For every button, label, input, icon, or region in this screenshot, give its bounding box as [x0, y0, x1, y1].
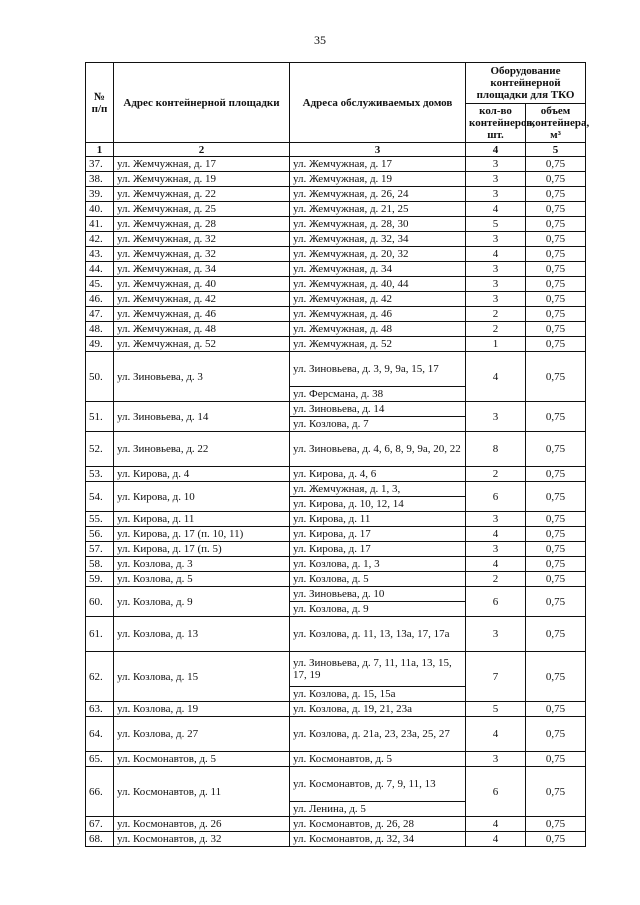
- table-row: [86, 292, 586, 307]
- site-address-cell: ул. Зиновьева, д. 3: [114, 352, 290, 402]
- header-index-2: 2: [114, 143, 290, 157]
- served-address-cell: ул. Жемчужная, д. 20, 32: [290, 247, 466, 262]
- site-address-cell: ул. Жемчужная, д. 46: [114, 307, 290, 322]
- table-row: [86, 202, 586, 217]
- container-count-cell: 2: [466, 322, 526, 337]
- row-number: 47.: [86, 307, 114, 322]
- site-address-cell: ул. Козлова, д. 9: [114, 587, 290, 617]
- container-count-cell: 4: [466, 832, 526, 847]
- row-number: 56.: [86, 527, 114, 542]
- container-sites-table: [85, 62, 590, 847]
- container-count-cell: 3: [466, 157, 526, 172]
- served-address-cell: ул. Зиновьева, д. 14: [290, 402, 466, 417]
- row-number: 51.: [86, 402, 114, 432]
- container-volume-cell: 0,75: [526, 752, 586, 767]
- container-count-cell: 4: [466, 717, 526, 752]
- header-equipment: Оборудование контейнерной площадки для ТКО: [466, 63, 586, 104]
- container-count-cell: 3: [466, 512, 526, 527]
- site-address-cell: ул. Кирова, д. 17 (п. 5): [114, 542, 290, 557]
- row-number: 39.: [86, 187, 114, 202]
- served-address-cell: ул. Жемчужная, д. 1, 3,: [290, 482, 466, 497]
- site-address-cell: ул. Жемчужная, д. 17: [114, 157, 290, 172]
- container-count-cell: 3: [466, 232, 526, 247]
- container-volume-cell: 0,75: [526, 617, 586, 652]
- served-address-cell: ул. Козлова, д. 15, 15а: [290, 687, 466, 702]
- served-address-cell: ул. Козлова, д. 1, 3: [290, 557, 466, 572]
- served-address-cell: ул. Зиновьева, д. 7, 11, 11а, 13, 15, 17, 19: [290, 652, 466, 687]
- table-row: [86, 217, 586, 232]
- site-address-cell: ул. Космонавтов, д. 11: [114, 767, 290, 817]
- container-volume-cell: 0,75: [526, 482, 586, 512]
- row-number: 42.: [86, 232, 114, 247]
- container-count-cell: 2: [466, 572, 526, 587]
- site-address-cell: ул. Жемчужная, д. 48: [114, 322, 290, 337]
- table-row: [86, 262, 586, 277]
- site-address-cell: ул. Козлова, д. 3: [114, 557, 290, 572]
- container-volume-cell: 0,75: [526, 352, 586, 402]
- container-volume-cell: 0,75: [526, 232, 586, 247]
- site-address-cell: ул. Зиновьева, д. 22: [114, 432, 290, 467]
- container-count-cell: 3: [466, 262, 526, 277]
- site-address-cell: ул. Жемчужная, д. 34: [114, 262, 290, 277]
- table-row: [86, 817, 586, 832]
- row-number: 44.: [86, 262, 114, 277]
- served-address-cell: ул. Жемчужная, д. 52: [290, 337, 466, 352]
- container-count-cell: 2: [466, 307, 526, 322]
- container-volume-cell: 0,75: [526, 572, 586, 587]
- served-address-cell: ул. Жемчужная, д. 46: [290, 307, 466, 322]
- container-volume-cell: 0,75: [526, 277, 586, 292]
- table-row: [86, 307, 586, 322]
- header-index-1: 1: [86, 143, 114, 157]
- row-number: 59.: [86, 572, 114, 587]
- row-number: 49.: [86, 337, 114, 352]
- row-number: 48.: [86, 322, 114, 337]
- site-address-cell: ул. Жемчужная, д. 32: [114, 247, 290, 262]
- site-address-cell: ул. Жемчужная, д. 25: [114, 202, 290, 217]
- container-volume-cell: 0,75: [526, 247, 586, 262]
- container-count-cell: 5: [466, 217, 526, 232]
- row-number: 57.: [86, 542, 114, 557]
- table-row: [86, 557, 586, 572]
- served-address-cell: ул. Жемчужная, д. 26, 24: [290, 187, 466, 202]
- container-volume-cell: 0,75: [526, 432, 586, 467]
- table-row: [86, 512, 586, 527]
- site-address-cell: ул. Космонавтов, д. 26: [114, 817, 290, 832]
- container-volume-cell: 0,75: [526, 292, 586, 307]
- row-number: 68.: [86, 832, 114, 847]
- row-number: 53.: [86, 467, 114, 482]
- container-volume-cell: 0,75: [526, 702, 586, 717]
- served-address-cell: ул. Жемчужная, д. 19: [290, 172, 466, 187]
- table-row: [86, 187, 586, 202]
- served-address-cell: ул. Жемчужная, д. 17: [290, 157, 466, 172]
- header-index-5: 5: [526, 143, 586, 157]
- table-row: [86, 702, 586, 717]
- container-count-cell: 6: [466, 767, 526, 817]
- served-address-cell: ул. Козлова, д. 11, 13, 13а, 17, 17а: [290, 617, 466, 652]
- row-number: 54.: [86, 482, 114, 512]
- container-count-cell: 7: [466, 652, 526, 702]
- site-address-cell: ул. Кирова, д. 11: [114, 512, 290, 527]
- container-count-cell: 4: [466, 352, 526, 402]
- site-address-cell: ул. Космонавтов, д. 5: [114, 752, 290, 767]
- served-address-cell: ул. Жемчужная, д. 40, 44: [290, 277, 466, 292]
- row-number: 63.: [86, 702, 114, 717]
- served-address-cell: ул. Космонавтов, д. 32, 34: [290, 832, 466, 847]
- header-site-address: Адрес контейнерной площадки: [114, 63, 290, 143]
- site-address-cell: ул. Кирова, д. 10: [114, 482, 290, 512]
- row-number: 65.: [86, 752, 114, 767]
- row-number: 45.: [86, 277, 114, 292]
- served-address-cell: ул. Зиновьева, д. 10: [290, 587, 466, 602]
- table-row: [86, 402, 586, 417]
- table-row: [86, 247, 586, 262]
- row-number: 58.: [86, 557, 114, 572]
- site-address-cell: ул. Козлова, д. 15: [114, 652, 290, 702]
- served-address-cell: ул. Ленина, д. 5: [290, 802, 466, 817]
- table-row: [86, 352, 586, 387]
- served-address-cell: ул. Кирова, д. 4, 6: [290, 467, 466, 482]
- container-volume-cell: 0,75: [526, 817, 586, 832]
- served-address-cell: ул. Космонавтов, д. 7, 9, 11, 13: [290, 767, 466, 802]
- row-number: 37.: [86, 157, 114, 172]
- table-row: [86, 617, 586, 652]
- table-row: [86, 527, 586, 542]
- table-row: [86, 337, 586, 352]
- site-address-cell: ул. Жемчужная, д. 22: [114, 187, 290, 202]
- row-number: 60.: [86, 587, 114, 617]
- container-count-cell: 4: [466, 817, 526, 832]
- site-address-cell: ул. Кирова, д. 4: [114, 467, 290, 482]
- served-address-cell: ул. Кирова, д. 17: [290, 527, 466, 542]
- row-number: 66.: [86, 767, 114, 817]
- site-address-cell: ул. Жемчужная, д. 42: [114, 292, 290, 307]
- row-number: 61.: [86, 617, 114, 652]
- container-count-cell: 6: [466, 482, 526, 512]
- container-count-cell: 8: [466, 432, 526, 467]
- row-number: 43.: [86, 247, 114, 262]
- served-address-cell: ул. Ферсмана, д. 38: [290, 387, 466, 402]
- served-address-cell: ул. Кирова, д. 17: [290, 542, 466, 557]
- container-volume-cell: 0,75: [526, 717, 586, 752]
- container-volume-cell: 0,75: [526, 337, 586, 352]
- served-address-cell: ул. Зиновьева, д. 3, 9, 9а, 15, 17: [290, 352, 466, 387]
- table-row: [86, 157, 586, 172]
- header-index-3: 3: [290, 143, 466, 157]
- container-volume-cell: 0,75: [526, 402, 586, 432]
- container-count-cell: 3: [466, 277, 526, 292]
- container-volume-cell: 0,75: [526, 652, 586, 702]
- container-count-cell: 3: [466, 542, 526, 557]
- site-address-cell: ул. Козлова, д. 27: [114, 717, 290, 752]
- served-address-cell: ул. Жемчужная, д. 21, 25: [290, 202, 466, 217]
- site-address-cell: ул. Жемчужная, д. 32: [114, 232, 290, 247]
- row-number: 41.: [86, 217, 114, 232]
- table-row: [86, 717, 586, 752]
- table-row: [86, 572, 586, 587]
- container-count-cell: 3: [466, 187, 526, 202]
- container-volume-cell: 0,75: [526, 262, 586, 277]
- table-row: [86, 542, 586, 557]
- container-count-cell: 6: [466, 587, 526, 617]
- served-address-cell: ул. Козлова, д. 19, 21, 23а: [290, 702, 466, 717]
- served-address-cell: ул. Зиновьева, д. 4, 6, 8, 9, 9а, 20, 22: [290, 432, 466, 467]
- header-served-addresses: Адреса обслуживаемых домов: [290, 63, 466, 143]
- table-row: [86, 172, 586, 187]
- site-address-cell: ул. Зиновьева, д. 14: [114, 402, 290, 432]
- container-count-cell: 4: [466, 247, 526, 262]
- site-address-cell: ул. Жемчужная, д. 52: [114, 337, 290, 352]
- container-volume-cell: 0,75: [526, 767, 586, 817]
- table-row: [86, 232, 586, 247]
- site-address-cell: ул. Жемчужная, д. 28: [114, 217, 290, 232]
- container-volume-cell: 0,75: [526, 527, 586, 542]
- container-volume-cell: 0,75: [526, 217, 586, 232]
- header-index-4: 4: [466, 143, 526, 157]
- row-number: 50.: [86, 352, 114, 402]
- row-number: 52.: [86, 432, 114, 467]
- served-address-cell: ул. Жемчужная, д. 32, 34: [290, 232, 466, 247]
- container-volume-cell: 0,75: [526, 587, 586, 617]
- table-row: [86, 752, 586, 767]
- container-volume-cell: 0,75: [526, 307, 586, 322]
- container-volume-cell: 0,75: [526, 512, 586, 527]
- row-number: 55.: [86, 512, 114, 527]
- table-row: [86, 587, 586, 602]
- header-volume: объем контейнера, м³: [526, 104, 586, 143]
- container-volume-cell: 0,75: [526, 542, 586, 557]
- row-number: 67.: [86, 817, 114, 832]
- table-row: [86, 432, 586, 467]
- site-address-cell: ул. Космонавтов, д. 32: [114, 832, 290, 847]
- site-address-cell: ул. Кирова, д. 17 (п. 10, 11): [114, 527, 290, 542]
- header-num: № п/п: [86, 63, 114, 143]
- container-volume-cell: 0,75: [526, 557, 586, 572]
- page-number: 35: [314, 33, 326, 47]
- table-row: [86, 467, 586, 482]
- served-address-cell: ул. Космонавтов, д. 5: [290, 752, 466, 767]
- row-number: 46.: [86, 292, 114, 307]
- served-address-cell: ул. Козлова, д. 9: [290, 602, 466, 617]
- table-row: [86, 322, 586, 337]
- container-count-cell: 2: [466, 467, 526, 482]
- served-address-cell: ул. Козлова, д. 21а, 23, 23а, 25, 27: [290, 717, 466, 752]
- container-volume-cell: 0,75: [526, 172, 586, 187]
- row-number: 64.: [86, 717, 114, 752]
- container-count-cell: 4: [466, 557, 526, 572]
- container-count-cell: 3: [466, 172, 526, 187]
- table-body: [86, 157, 586, 847]
- container-count-cell: 3: [466, 292, 526, 307]
- served-address-cell: ул. Козлова, д. 5: [290, 572, 466, 587]
- row-number: 40.: [86, 202, 114, 217]
- header-count: кол-во контейнеров, шт.: [466, 104, 526, 143]
- container-count-cell: 4: [466, 202, 526, 217]
- table-row: [86, 482, 586, 497]
- site-address-cell: ул. Козлова, д. 13: [114, 617, 290, 652]
- container-count-cell: 4: [466, 527, 526, 542]
- table-row: [86, 277, 586, 292]
- site-address-cell: ул. Козлова, д. 5: [114, 572, 290, 587]
- container-volume-cell: 0,75: [526, 832, 586, 847]
- container-volume-cell: 0,75: [526, 202, 586, 217]
- row-number: 62.: [86, 652, 114, 702]
- container-count-cell: 3: [466, 752, 526, 767]
- served-address-cell: ул. Кирова, д. 10, 12, 14: [290, 497, 466, 512]
- served-address-cell: ул. Жемчужная, д. 34: [290, 262, 466, 277]
- served-address-cell: ул. Жемчужная, д. 42: [290, 292, 466, 307]
- container-volume-cell: 0,75: [526, 467, 586, 482]
- table-row: [86, 652, 586, 687]
- served-address-cell: ул. Жемчужная, д. 48: [290, 322, 466, 337]
- served-address-cell: ул. Жемчужная, д. 28, 30: [290, 217, 466, 232]
- container-volume-cell: 0,75: [526, 322, 586, 337]
- row-number: 38.: [86, 172, 114, 187]
- container-volume-cell: 0,75: [526, 157, 586, 172]
- table-row: [86, 832, 586, 847]
- served-address-cell: ул. Кирова, д. 11: [290, 512, 466, 527]
- site-address-cell: ул. Жемчужная, д. 19: [114, 172, 290, 187]
- container-count-cell: 3: [466, 402, 526, 432]
- table-row: [86, 767, 586, 802]
- site-address-cell: ул. Козлова, д. 19: [114, 702, 290, 717]
- container-count-cell: 1: [466, 337, 526, 352]
- container-volume-cell: 0,75: [526, 187, 586, 202]
- served-address-cell: ул. Космонавтов, д. 26, 28: [290, 817, 466, 832]
- container-count-cell: 5: [466, 702, 526, 717]
- container-count-cell: 3: [466, 617, 526, 652]
- site-address-cell: ул. Жемчужная, д. 40: [114, 277, 290, 292]
- served-address-cell: ул. Козлова, д. 7: [290, 417, 466, 432]
